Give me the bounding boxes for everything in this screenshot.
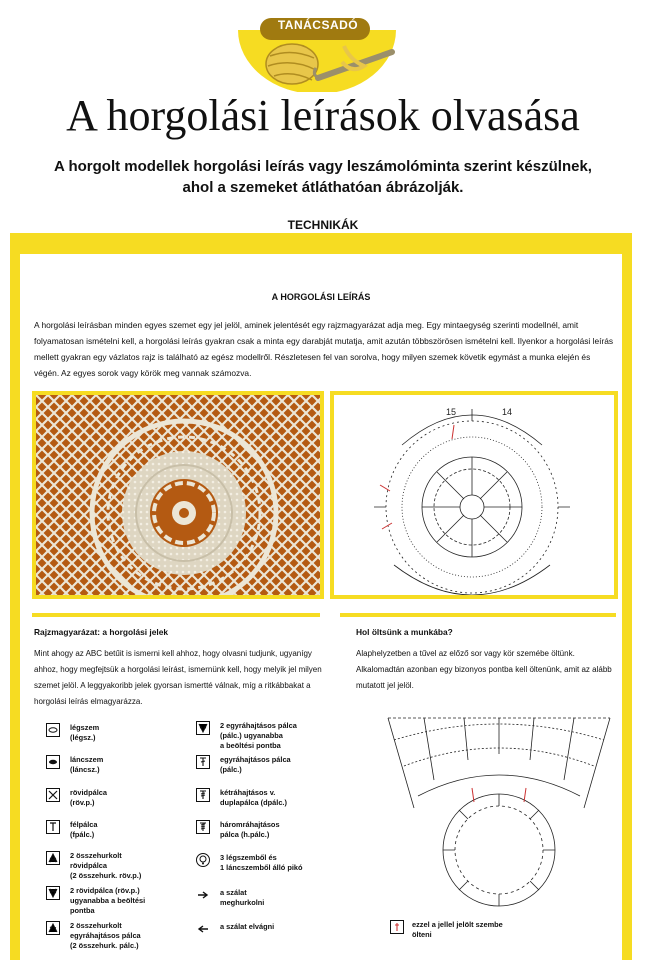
legend-label: 2 összehurkolt egyráhajtásos pálca (2 összehurk. pálc.) <box>70 921 141 950</box>
doily-image <box>36 395 320 595</box>
arrow-join-icon <box>196 888 210 902</box>
legend-item <box>196 888 264 908</box>
picot-icon <box>196 853 210 867</box>
double-treble-icon <box>196 820 210 834</box>
legend-label: a szálat meghurkolni <box>220 888 265 907</box>
section-tab: TANÁCSADÓ <box>277 18 359 32</box>
divider-left <box>32 613 320 617</box>
insert-note <box>390 920 503 940</box>
subtitle <box>10 156 636 198</box>
legend-item <box>196 755 291 775</box>
legend-item <box>46 723 99 743</box>
page-title: A horgolási leírások olvasása <box>66 91 580 140</box>
double-crochet-icon <box>196 755 210 769</box>
divider-right <box>340 613 616 617</box>
description-text: A horgolási leírásban minden egyes szemet egy jel jelöl, aminek jelentését egy rajzmagyarázat adja meg. Egy mintaegység szerinti modellnél, amit folyamatosan ismételni kell, a horgolási leírás gyakran csak a minta egy darabját mutatja, amit azután többszörösen ismételni kell. Ilyenkor a horgolási leírás mellett gyakran egy vázlatos rajz is található az egész modellről. Részletesen fel van sorolva, hogy milyen szemek követik egymást a munka elején és végén. Az egyes sorok vagy körök meg vannak számozva. <box>34 320 614 378</box>
legend-item <box>46 788 107 808</box>
insertion-diagram <box>384 710 614 916</box>
legend-label: rövidpálca (röv.p.) <box>70 788 107 807</box>
insert-marker-icon <box>390 920 404 934</box>
sc2tog-icon <box>46 851 60 865</box>
yarn-hook-illustration <box>232 0 402 92</box>
doily-photo <box>32 391 324 599</box>
slip-stitch-icon <box>46 755 60 769</box>
chain-stitch-icon <box>46 723 60 737</box>
technik-label: TECHNIKÁK <box>287 218 359 232</box>
subtitle-line-2: ahol a szemeket átláthatóan ábrázolják. <box>182 179 464 196</box>
legend-item <box>46 921 141 951</box>
round-number-15: 15 <box>446 407 457 417</box>
legend-label: 2 rövidpálca (röv.p.) ugyanabba a beöltési pontba <box>70 886 146 915</box>
arrow-cut-icon <box>196 922 210 936</box>
legend-label: 2 egyráhajtásos pálca (pálc.) ugyanabba a beöltési pontba <box>220 721 297 750</box>
legend-label: légszem (légsz.) <box>70 723 100 742</box>
legend-item <box>46 851 141 881</box>
legend-item <box>46 755 103 775</box>
legend-item <box>196 820 280 840</box>
legend-label: kétráhajtásos v. duplapálca (dpálc.) <box>220 788 287 807</box>
legend-label: egyráhajtásos pálca (pálc.) <box>220 755 291 774</box>
legend-label: 3 légszemből és 1 láncszemből álló pikó <box>220 853 303 872</box>
legend-item <box>196 721 297 751</box>
legend-item <box>46 886 145 916</box>
legend-label: láncszem (láncsz.) <box>70 755 104 774</box>
legend-item <box>196 788 287 808</box>
crochet-diagram <box>334 395 614 595</box>
crochet-diagram-frame <box>330 391 618 599</box>
insert-note-label: ezzel a jellel jelölt szembe ölteni <box>412 920 503 939</box>
dc-increase-icon <box>196 721 210 735</box>
legend-label: félpálca (fpálc.) <box>70 820 98 839</box>
legend-label: háromráhajtásos pálca (h.pálc.) <box>220 820 280 839</box>
legend-label: a szálat elvágni <box>220 922 275 931</box>
description-heading: A HORGOLÁSI LEÍRÁS <box>271 292 371 302</box>
legend-title: Rajzmagyarázat: a horgolási jelek <box>34 627 169 637</box>
legend-text: Mint ahogy az ABC betűit is ismerni kell ahhoz, hogy olvasni tudjunk, ugyanígy ahhoz, hogy megfejtsük a horgolási leírást, ismernünk kell, hogy melyik jel milyen szemet jelöl. A leggyakoribb jelek gyorsan ismertté válnak, míg a ritkábbakat a horgolási leírás elmagyarázza. <box>34 649 322 706</box>
legend-item <box>196 922 274 936</box>
treble-crochet-icon <box>196 788 210 802</box>
subtitle-line-1: A horgolt modellek horgolási leírás vagy leszámolóminta szerint készülnek, <box>54 158 592 175</box>
half-double-icon <box>46 820 60 834</box>
legend-item <box>46 820 98 840</box>
legend-item <box>196 853 303 873</box>
where-text: Alaphelyzetben a tűvel az előző sor vagy kör szemébe öltünk. Alkalomadtán azonban egy bizonyos pontba kell öltenünk, amit az alább mutatott jel jelöl. <box>356 649 612 690</box>
single-crochet-icon <box>46 788 60 802</box>
legend-label: 2 összehurkolt rövidpálca (2 összehurk. röv.p.) <box>70 851 142 880</box>
where-title: Hol öltsünk a munkába? <box>356 627 453 637</box>
dc2tog-icon <box>46 921 60 935</box>
sc-increase-icon <box>46 886 60 900</box>
round-number-14: 14 <box>502 407 513 417</box>
